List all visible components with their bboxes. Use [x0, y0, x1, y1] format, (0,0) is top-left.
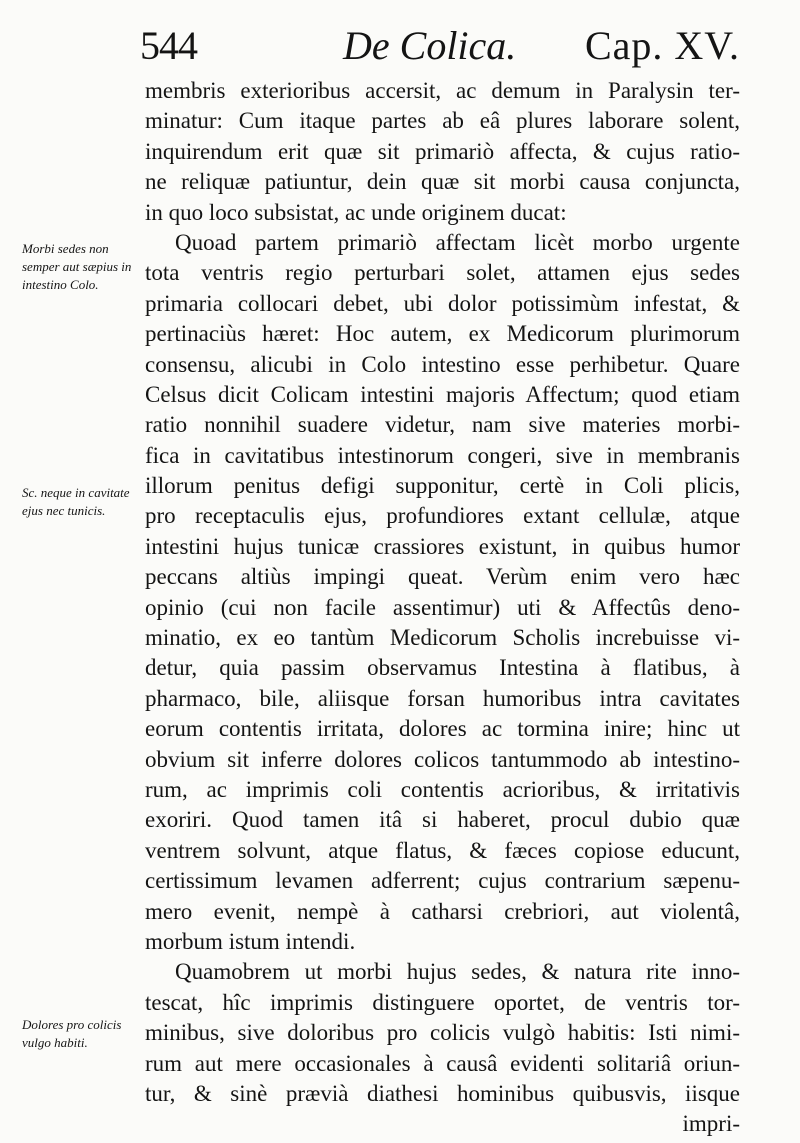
text-line: membris exterioribus accersit, ac demum in Paralysin ter-: [145, 78, 740, 103]
text-line: mero evenit, nempè à catharsi crebriori, aut violentâ,: [145, 898, 740, 924]
text-line: consensu, alicubi in Colo intestino esse perhibetur. Quare: [145, 351, 740, 377]
text-line: ratio nonnihil suadere videtur, nam sive materies morbi-: [145, 412, 740, 438]
text-line: ventrem solvunt, atque flatus, & fæces copiose educunt,: [145, 837, 740, 863]
text-line: minatio, ex eo tantùm Medicorum Scholis increbuisse vi-: [145, 625, 740, 651]
text-line: ne reliquæ patiuntur, dein quæ sit morbi causa conjuncta,: [145, 169, 740, 195]
text-line: intestini hujus tunicæ crassiores existunt, in quibus humor: [145, 533, 740, 559]
text-line: fica in cavitatibus intestinorum congeri, sive in membranis: [145, 442, 740, 468]
text-line: peccans altiùs impingi queat. Verùm enim vero hæc: [145, 564, 740, 590]
text-line: pro receptaculis ejus, profundiores extant cellulæ, atque: [145, 503, 740, 529]
margin-note: Morbi sedes non semper aut sæpius in intestino Colo.: [22, 241, 132, 292]
text-line: tescat, hîc imprimis distinguere oportet, de ventris tor-: [145, 989, 740, 1015]
text-line: inquirendum erit quæ sit primariò affecta, & cujus ratio-: [145, 138, 740, 164]
text-line: minibus, sive doloribus pro colicis vulgò habitis: Isti nimi-: [145, 1020, 740, 1046]
text-line: opinio (cui non facile assentimur) uti & Affectûs deno-: [145, 594, 740, 620]
text-line: primaria collocari debet, ubi dolor potissimùm infestat, &: [145, 290, 740, 316]
text-line: pertinaciùs hæret: Hoc autem, ex Medicorum plurimorum: [145, 321, 740, 347]
chapter-label: Cap. XV.: [584, 23, 740, 68]
text-line: tota ventris regio perturbari solet, attamen ejus sedes: [145, 260, 740, 286]
text-line: certissimum levamen adferrent; cujus contrarium sæpenu-: [145, 868, 740, 894]
text-line: rum aut mere occasionales à causâ evidenti solitariâ oriun-: [145, 1050, 740, 1076]
margin-note: Dolores pro colicis vulgo habiti.: [22, 1017, 122, 1050]
main-text: [145, 76, 740, 1140]
margin-note: Sc. neque in cavitate ejus nec tunicis.: [22, 485, 130, 518]
text-line: Quoad partem primariò affectam licèt morbo urgente: [175, 229, 740, 255]
catchword: impri-: [682, 1111, 740, 1137]
text-line: Celsus dicit Colicam intestini majoris Affectum; quod etiam: [145, 381, 740, 407]
running-header: [140, 22, 740, 74]
text-line: in quo loco subsistat, ac unde originem ducat:: [145, 199, 567, 225]
text-line: minatur: Cum itaque partes ab eâ plures laborare solent,: [145, 108, 740, 134]
page-number: 544: [140, 23, 197, 68]
text-line: Quamobrem ut morbi hujus sedes, & natura rite inno-: [175, 959, 740, 985]
text-line: rum, ac imprimis coli contentis acrioribus, & irritativis: [145, 776, 740, 802]
text-line: detur, quia passim observamus Intestina à flatibus, à: [145, 655, 740, 681]
text-line: pharmaco, bile, aliisque forsan humoribus intra cavitates: [145, 685, 740, 711]
text-line: obvium sit inferre dolores colicos tantummodo ab intestino-: [145, 746, 740, 772]
text-line: tur, & sinè prævià diathesi hominibus quibusvis, iisque: [145, 1080, 740, 1106]
running-title: De Colica.: [343, 23, 517, 68]
text-line: eorum contentis irritata, dolores ac tormina inire; hinc ut: [145, 716, 740, 742]
text-line: exoriri. Quod tamen itâ si haberet, procul dubio quæ: [145, 807, 740, 833]
text-line: morbum istum intendi.: [145, 928, 356, 954]
text-line: illorum penitus defigi supponitur, certè in Coli plicis,: [145, 473, 740, 499]
